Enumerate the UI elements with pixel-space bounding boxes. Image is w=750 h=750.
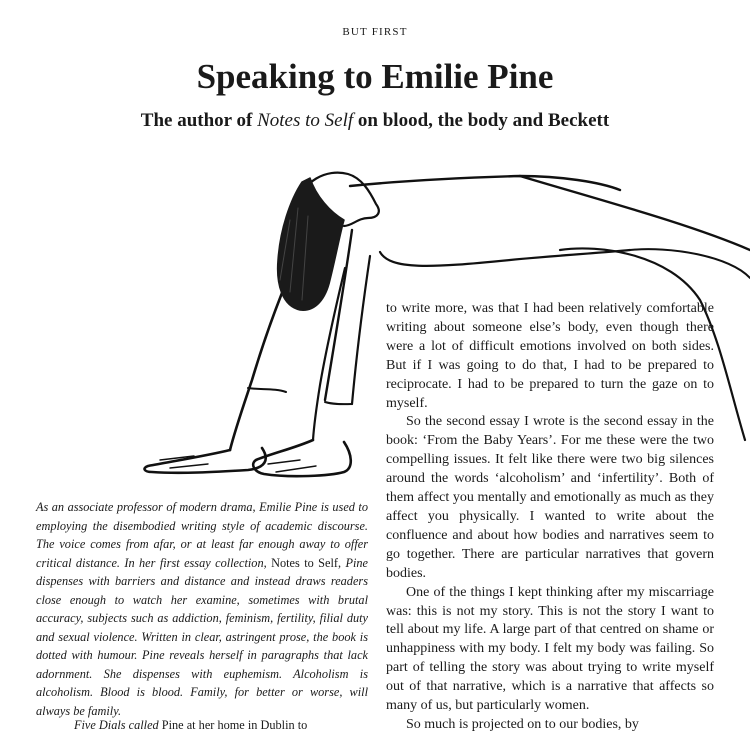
body-paragraph-2: So the second essay I wrote is the second essay in the book: ‘From the Baby Years’. For me these were the two compelling issues. It felt like there were two big silences around the words ‘alcoholism’ and ‘infertility’. Both of them affect you mentally and emotionally as much as they affect you physically. I wanted to write about the confluence and about how bodies and narratives seem to go together. There are particular narratives that govern bodies. <box>386 414 714 581</box>
subtitle-prefix: The author of <box>140 110 258 131</box>
article-body-right-column <box>386 300 714 735</box>
article-subtitle <box>0 110 750 132</box>
intro-continuation <box>36 716 368 735</box>
body-paragraph-1: to write more, was that I had been relatively comfortable writing about someone else’s body, even though there were a lot of difficult emotions involved on both sides. But if I was going to do that, I had to be prepared to reciprocate. I had to be prepared to turn the gaze on to myself. <box>386 301 714 411</box>
intro-book-title: Notes to Self, <box>271 555 342 570</box>
intro-cont-word: called <box>125 718 162 732</box>
intro-standfirst <box>36 498 368 720</box>
intro-cont-text: Pine at her home in Dublin to <box>161 718 308 732</box>
body-paragraph-3: One of the things I kept thinking after my miscarriage was: this is not my story. This is not the story I want to tell about my life. A large part of that centred on shame or unhappiness with my body. I felt my body was failing. So part of telling the story was about trying to write myself out of that narrative, which is a narrative that affects so many of us, but particularly women. <box>386 584 714 714</box>
subtitle-book-title: Notes to Self <box>257 110 354 131</box>
subtitle-suffix: on blood, the body and Beckett <box>353 110 610 131</box>
intro-text-part2: Pine dispenses with barriers and distance and instead draws readers close enough to watch her examine, sometimes with brutal accuracy, subjects such as addiction, feminism, fertility, filial duty and sexual violence. Written in clear, astringent prose, the book is dotted with humour. Pine reveals herself in paragraphs that lack adornment. She dispenses with euphemism. Alcoholism is alcoholism. Blood is blood. Family, for better or worse, will always be family. <box>36 555 369 718</box>
body-paragraph-4: So much is projected on to our bodies, by <box>406 716 639 732</box>
article-title: Speaking to Emilie Pine <box>196 57 554 96</box>
section-kicker: BUT FIRST <box>342 26 408 38</box>
magazine-name: Five Dials <box>74 718 126 732</box>
intro-text-part1: As an associate professor of modern drama, Emilie Pine is used to employing the disembodied writing style of academic discourse. The voice comes from afar, or at least far enough away to offer critical distance. In her first essay collection, <box>36 500 368 570</box>
